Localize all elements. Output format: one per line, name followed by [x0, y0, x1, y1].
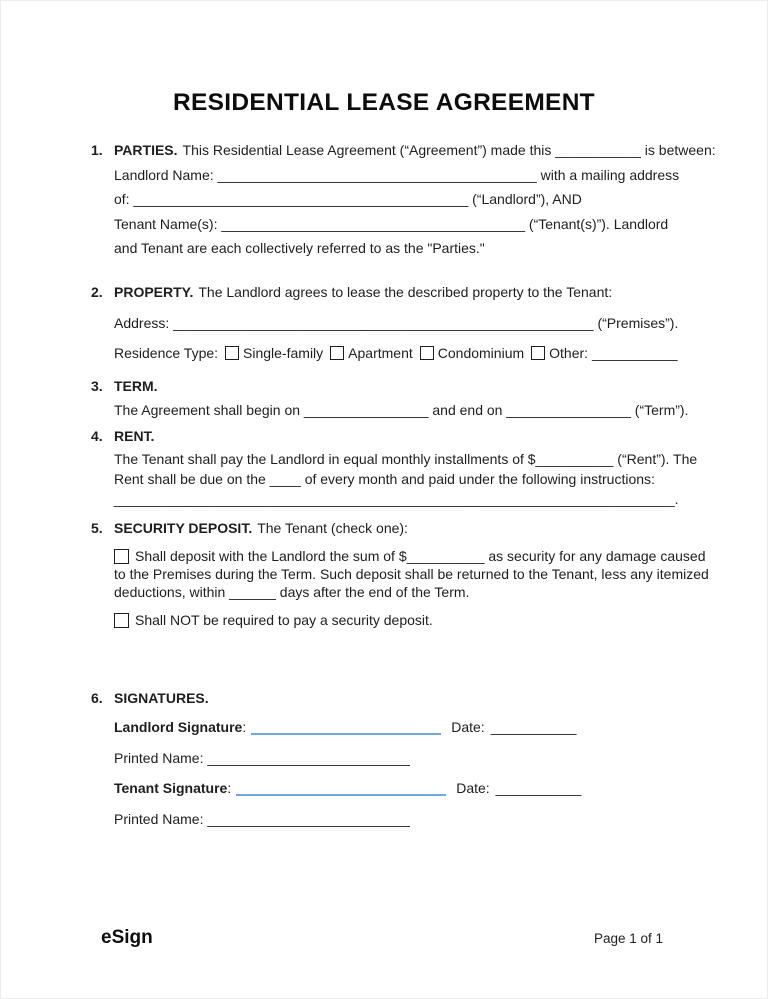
landlord-signature-label: Landlord Signature	[114, 719, 243, 735]
payment-instructions-blank[interactable]: ________________________________________________________________________.	[114, 491, 679, 507]
parties-closing-line: and Tenant are each collectively referred to as the "Parties."	[114, 240, 485, 256]
option-condominium: Condominium	[437, 345, 525, 361]
no-deposit-option-line: Shall NOT be required to pay a security deposit.	[135, 612, 433, 628]
section-heading: RENT.	[114, 428, 155, 444]
tenant-date-label: Date:	[456, 780, 490, 796]
option-other: Other:	[549, 345, 589, 361]
checkbox-single-family[interactable]	[225, 346, 239, 360]
section-rent	[91, 428, 159, 444]
section-signatures	[91, 690, 214, 706]
landlord-date-blank[interactable]: ___________	[490, 719, 577, 735]
page-indicator: Page 1 of 1	[593, 931, 663, 946]
section-intro-text: This Residential Lease Agreement (“Agreement”) made this ___________ is between:	[182, 142, 716, 158]
section-number: 2.	[91, 284, 103, 300]
deposit-option-line: deductions, within ______ days after the end of the Term.	[114, 584, 470, 600]
document-title: RESIDENTIAL LEASE AGREEMENT	[173, 89, 595, 116]
checkbox-condominium[interactable]	[420, 346, 434, 360]
tenant-date-blank[interactable]: ___________	[495, 780, 582, 796]
landlord-printed-name-line: Printed Name: __________________________	[114, 750, 410, 766]
tenant-signature-row: Tenant Signature: Date: ___________	[114, 780, 582, 796]
section-property	[91, 284, 613, 300]
section-heading: SIGNATURES.	[114, 690, 209, 706]
residence-type-row	[114, 345, 678, 361]
section-heading: PARTIES.	[114, 142, 178, 158]
esign-logo: eSign	[101, 927, 153, 948]
deposit-option-line: to the Premises during the Term. Such deposit shall be returned to the Tenant, less any itemized	[114, 566, 709, 582]
section-number: 5.	[91, 520, 103, 536]
tenant-printed-name-line: Printed Name: __________________________	[114, 811, 410, 827]
property-address-line: Address: ______________________________________________________ (“Premises”).	[114, 315, 679, 331]
section-number: 6.	[91, 690, 103, 706]
checkbox-no-deposit[interactable]	[114, 613, 129, 628]
section-security-deposit	[91, 520, 408, 536]
section-number: 3.	[91, 378, 103, 394]
deposit-option-line: Shall deposit with the Landlord the sum of $__________ as security for any damage caused	[135, 548, 706, 564]
option-apartment: Apartment	[348, 345, 413, 361]
section-heading: TERM.	[114, 378, 158, 394]
rent-amount-line: The Tenant shall pay the Landlord in equal monthly installments of $__________ (“Rent”). The	[114, 451, 698, 467]
rent-due-line: Rent shall be due on the ____ of every month and paid under the following instructions:	[114, 470, 655, 487]
section-heading: SECURITY DEPOSIT.	[114, 520, 253, 536]
section-number: 1.	[91, 142, 103, 158]
tenant-name-line: Tenant Name(s): _______________________________________ (“Tenant(s)”). Landlord	[114, 215, 669, 232]
section-term	[91, 375, 689, 422]
other-blank[interactable]: ___________	[591, 345, 678, 361]
tenant-signature-line[interactable]	[236, 794, 446, 796]
section-intro-text: The Tenant (check one):	[257, 520, 408, 536]
section-parties	[91, 138, 716, 261]
section-number: 4.	[91, 428, 103, 444]
tenant-signature-label: Tenant Signature	[114, 780, 228, 796]
landlord-signature-line[interactable]	[251, 733, 441, 735]
section-intro-text: The Landlord agrees to lease the described property to the Tenant:	[198, 284, 613, 300]
landlord-address-line: of: ___________________________________________ (“Landlord”), AND	[114, 191, 582, 207]
checkbox-apartment[interactable]	[330, 346, 344, 360]
checkbox-deposit-required[interactable]	[114, 549, 129, 564]
term-dates-line: The Agreement shall begin on ________________ and end on ________________ (“Term”).	[114, 401, 689, 418]
landlord-date-label: Date:	[451, 719, 485, 735]
option-single-family: Single-family	[243, 345, 324, 361]
section-heading: PROPERTY.	[114, 284, 194, 300]
residence-type-label: Residence Type:	[114, 345, 219, 361]
landlord-signature-row: Landlord Signature: Date: ___________	[114, 719, 577, 735]
checkbox-other[interactable]	[531, 346, 545, 360]
landlord-name-line: Landlord Name: _________________________________________ with a mailing address	[114, 166, 680, 183]
